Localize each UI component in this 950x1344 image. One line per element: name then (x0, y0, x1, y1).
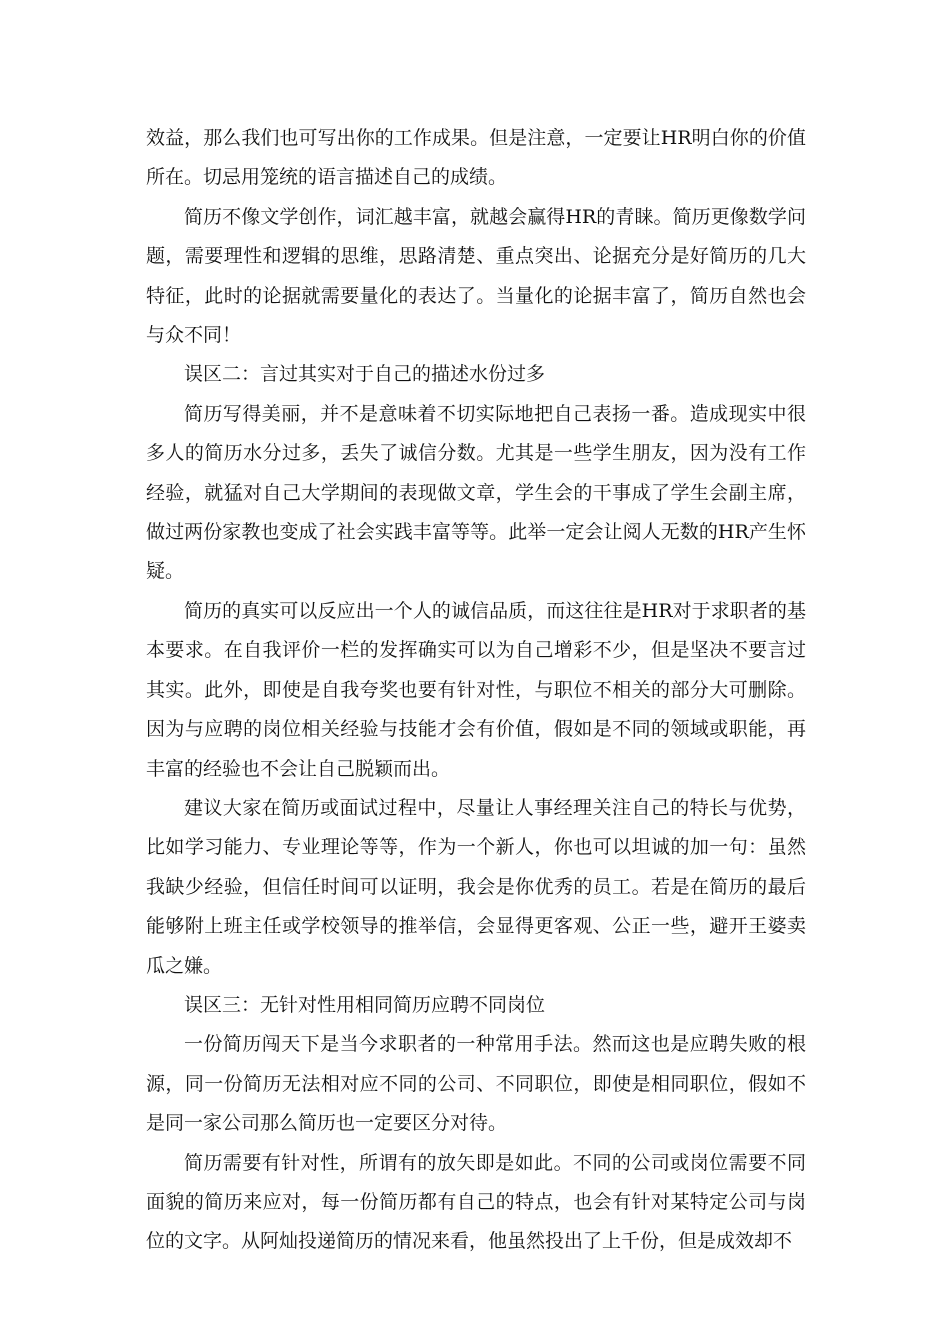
paragraph-1: 效益，那么我们也可写出你的工作成果。但是注意，一定要让HR明白你的价值所在。切忌用笼统的语言描述自己的成绩。 (146, 127, 806, 189)
paragraph-4: 简历的真实可以反应出一个人的诚信品质，而这往往是HR对于求职者的基本要求。在自我评价一栏的发挥确实可以为自己增彩不少，但是坚决不要言过其实。此外，即使是自我夸奖也要有针对性，与职位不相关的部分大可删除。因为与应聘的岗位相关经验与技能才会有价值，假如是不同的领域或职能，再丰富的经验也不会让自己脱颖而出。 (146, 599, 806, 780)
section-heading-myth-3: 误区三：无针对性用相同简历应聘不同岗位 (184, 993, 546, 1016)
paragraph-7: 简历需要有针对性，所谓有的放矢即是如此。不同的公司或岗位需要不同面貌的简历来应对，每一份简历都有自己的特点，也会有针对某特定公司与岗位的文字。从阿灿投递简历的情况来看，他虽然投出了上千份，但是成效却不 (146, 1151, 806, 1253)
paragraph-3: 简历写得美丽，并不是意味着不切实际地把自己表扬一番。造成现实中很多人的简历水分过多，丢失了诚信分数。尤其是一些学生朋友，因为没有工作经验，就猛对自己大学期间的表现做文章，学生会的干事成了学生会副主席，做过两份家教也变成了社会实践丰富等等。此举一定会让阅人无数的HR产生怀疑。 (146, 402, 806, 583)
paragraph-6: 一份简历闯天下是当今求职者的一种常用手法。然而这也是应聘失败的根源，同一份简历无法相对应不同的公司、不同职位，即使是相同职位，假如不是同一家公司那么简历也一定要区分对待。 (146, 1033, 806, 1135)
paragraph-2: 简历不像文学创作，词汇越丰富，就越会赢得HR的青睐。简历更像数学问题，需要理性和逻辑的思维，思路清楚、重点突出、论据充分是好简历的几大特征，此时的论据就需要量化的表达了。当量化的论据丰富了，简历自然也会与众不同！ (146, 205, 806, 347)
document-body (146, 119, 806, 1262)
section-heading-myth-2: 误区二：言过其实对于自己的描述水份过多 (184, 363, 546, 386)
paragraph-5: 建议大家在简历或面试过程中，尽量让人事经理关注自己的特长与优势，比如学习能力、专业理论等等，作为一个新人，你也可以坦诚的加一句：虽然我缺少经验，但信任时间可以证明，我会是你优秀的员工。若是在简历的最后能够附上班主任或学校领导的推举信，会显得更客观、公正一些，避开王婆卖瓜之嫌。 (146, 796, 806, 977)
